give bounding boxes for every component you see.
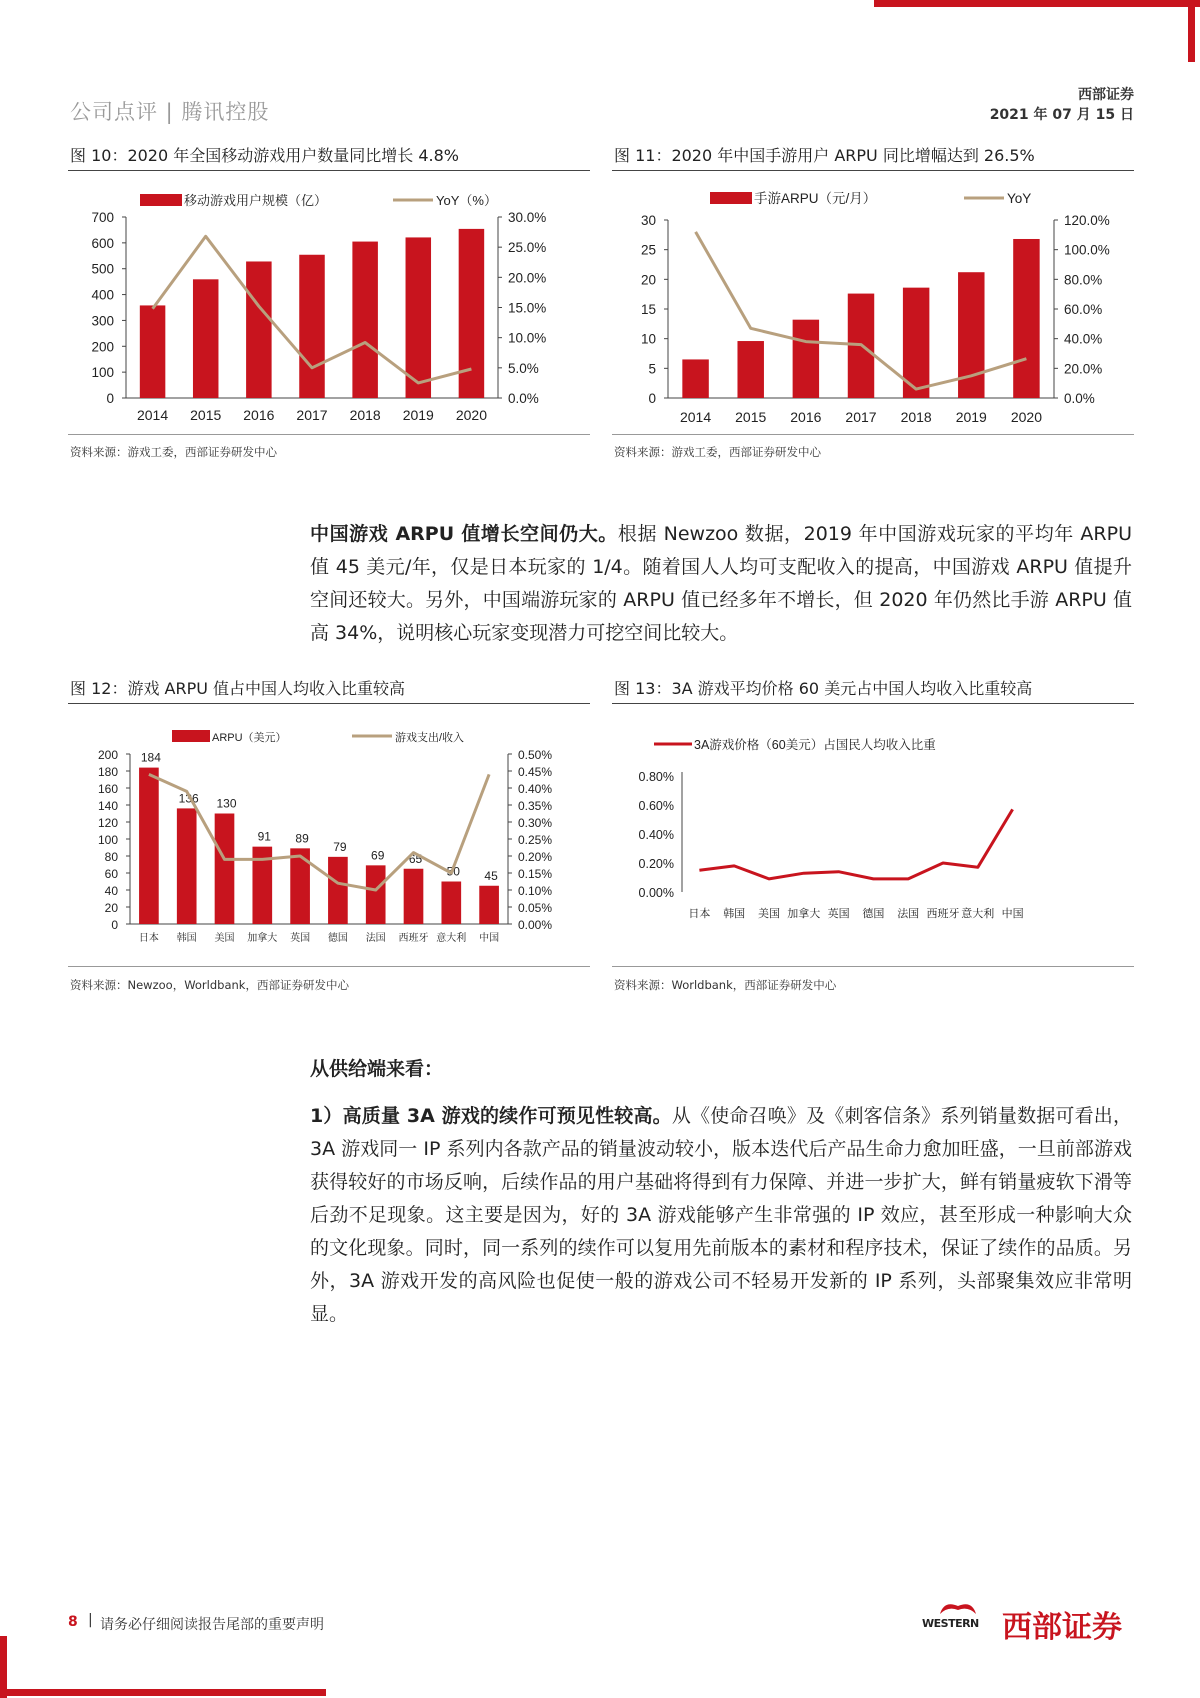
left-tick-label: 0 (648, 391, 656, 406)
category-label: 意大利 (436, 933, 467, 944)
category-label: 2015 (735, 409, 767, 425)
right-tick-label: 0.35% (518, 799, 553, 813)
fig12-top-rule (68, 703, 590, 704)
fig10-bottom-rule (68, 434, 590, 435)
bar-value-label: 69 (371, 848, 385, 863)
bar (352, 242, 378, 398)
bar-value-label: 65 (408, 851, 423, 866)
fig13-title: 图 13：3A 游戏平均价格 60 美元占中国人均收入比重较高 (614, 679, 1033, 698)
left-tick-label: 600 (91, 235, 114, 251)
legend-bar-swatch (140, 194, 182, 206)
bar (215, 814, 235, 925)
y-tick-label: 0.00% (638, 886, 674, 900)
fig10-title: 图 10：2020 年全国移动游戏用户数量同比增长 4.8% (70, 146, 459, 165)
legend-line-label: YoY（%） (436, 193, 497, 208)
category-label: 中国 (479, 933, 500, 944)
legend-bar-label: 手游ARPU（元/月） (754, 191, 877, 206)
category-label: 美国 (214, 933, 235, 944)
fig13-bottom-rule (612, 966, 1134, 967)
left-tick-label: 700 (91, 210, 114, 225)
right-tick-label: 0.10% (518, 884, 553, 898)
left-tick-label: 120 (97, 816, 118, 830)
right-tick-label: 60.0% (1064, 302, 1103, 317)
right-tick-label: 20.0% (508, 270, 547, 286)
category-label: 2019 (402, 407, 434, 423)
right-tick-label: 0.45% (518, 765, 553, 779)
category-label: 加拿大 (247, 933, 278, 944)
left-tick-label: 80 (104, 850, 118, 864)
left-tick-label: 15 (640, 302, 656, 317)
legend-line-label: YoY (1007, 191, 1032, 206)
left-tick-label: 30 (640, 213, 656, 228)
right-tick-label: 25.0% (508, 240, 547, 256)
right-tick-label: 120.0% (1064, 213, 1110, 228)
category-label: 中国 (1001, 908, 1024, 920)
page-number: 8 (68, 1614, 78, 1630)
category-label: 2015 (190, 407, 222, 423)
bottom-left-accent-bar (0, 1689, 326, 1696)
bar (246, 261, 272, 398)
right-tick-label: 0.50% (518, 748, 553, 762)
legend-bar-swatch (710, 192, 752, 204)
category-label: 西班牙 (926, 908, 960, 920)
bar (366, 865, 386, 924)
left-tick-label: 100 (91, 365, 114, 381)
bar (441, 882, 461, 925)
right-tick-label: 0.15% (518, 867, 553, 881)
bull-logo-icon (938, 1598, 978, 1616)
y-tick-label: 0.80% (638, 770, 674, 784)
left-tick-label: 60 (104, 867, 118, 881)
bar (404, 869, 424, 924)
fig12-chart (68, 712, 590, 952)
arpu-paragraph-body: 根据 Newzoo 数据，2019 年中国游戏玩家的平均年 ARPU 值 45 美元/年，仅是日本玩家的 1/4。随着国人人均可支配收入的提高，中国游戏 ARPU 值提升空间还较大。另外，中国端游玩家的 ARPU 值已经多年不增长，但 2020 年仍然比手游 ARPU 值高 34%，说明核心玩家变现潜力可挖空间比较大。 (310, 523, 1133, 644)
aaa-sequel-body: 从《使命召唤》及《刺客信条》系列销量数据可看出，3A 游戏同一 IP 系列内各款产品的销量波动较小，版本迭代后产品生命力愈加旺盛，一旦前部游戏获得较好的市场反响，后续作品的用户基础将得到有力保障、并进一步扩大，鲜有销量疲软下滑等后劲不足现象。这主要是因为，好的 3A 游戏能够产生非常强的 IP 效应，甚至形成一种影响大众的文化现象。同时，同一系列的续作可以复用先前版本的素材和程序技术，保证了续作的品质。另外，3A 游戏开发的高风险也促使一般的游戏公司不轻易开发新的 IP 系列，头部聚集效应非常明显。 (310, 1105, 1132, 1325)
category-label: 2019 (955, 409, 987, 425)
fig11-top-rule (612, 170, 1134, 171)
right-tick-label: 80.0% (1064, 272, 1103, 288)
left-tick-label: 40 (104, 884, 118, 898)
right-tick-label: 5.0% (508, 360, 539, 376)
y-tick-label: 0.40% (638, 828, 674, 842)
bar (737, 341, 763, 398)
left-tick-label: 180 (97, 765, 118, 779)
left-tick-label: 140 (97, 799, 118, 813)
category-label: 2014 (679, 409, 712, 425)
left-tick-label: 400 (91, 287, 114, 303)
category-label: 2016 (243, 407, 275, 423)
fig11-chart (612, 180, 1134, 430)
brand-header: 西部证券 (1078, 87, 1134, 103)
report-date: 2021 年 07 月 15 日 (989, 107, 1134, 123)
left-tick-label: 100 (97, 833, 118, 847)
bar-value-label: 184 (140, 750, 161, 765)
bar-value-label: 130 (216, 796, 237, 811)
bar (479, 886, 499, 924)
right-tick-label: 100.0% (1064, 242, 1110, 258)
left-tick-label: 20 (104, 901, 118, 915)
category-label: 意大利 (961, 908, 995, 920)
bar-value-label: 79 (333, 839, 347, 854)
bar (193, 279, 219, 398)
left-tick-label: 10 (640, 331, 656, 347)
category-label: 德国 (327, 933, 348, 944)
left-tick-label: 300 (91, 313, 114, 329)
bar (177, 808, 197, 924)
bar (793, 320, 819, 398)
legend-line-label: 3A游戏价格（60美元）占国民人均收入比重 (694, 738, 936, 752)
bar (1013, 239, 1039, 398)
report-type-header: 公司点评 | 腾讯控股 (70, 100, 270, 124)
arpu-paragraph (310, 518, 1132, 650)
category-label: 日本 (688, 908, 711, 920)
left-tick-label: 500 (91, 261, 114, 277)
category-label: 2018 (349, 407, 381, 423)
bar-value-label: 45 (484, 868, 498, 883)
fig12-title: 图 12：游戏 ARPU 值占中国人均收入比重较高 (70, 679, 406, 698)
right-tick-label: 0.0% (1064, 391, 1095, 406)
legend-bar-label: 移动游戏用户规模（亿） (184, 193, 328, 208)
left-tick-label: 0 (111, 918, 118, 932)
left-tick-label: 5 (648, 361, 656, 377)
left-tick-label: 20 (640, 272, 656, 288)
logo-chinese: 西部证券 (1002, 1610, 1122, 1645)
right-tick-label: 0.00% (518, 918, 553, 932)
right-tick-label: 0.30% (518, 816, 553, 830)
right-tick-label: 40.0% (1064, 331, 1103, 347)
aaa-sequel-paragraph (310, 1100, 1132, 1331)
yoy-line (149, 774, 489, 890)
left-tick-label: 25 (640, 242, 656, 258)
right-tick-label: 20.0% (1064, 361, 1103, 377)
category-label: 2020 (455, 407, 488, 423)
bar-value-label: 91 (257, 829, 271, 844)
right-tick-label: 0.05% (518, 901, 553, 915)
fig12-bottom-rule (68, 966, 590, 967)
category-label: 2018 (900, 409, 932, 425)
category-label: 2017 (845, 409, 877, 425)
top-right-accent-vertical (1188, 0, 1195, 62)
category-label: 德国 (862, 908, 885, 920)
legend-line-label: 游戏支出/收入 (395, 732, 465, 744)
aaa-sequel-lead: 1）高质量 3A 游戏的续作可预见性较高。 (310, 1105, 672, 1127)
ratio-line (699, 809, 1012, 879)
arpu-paragraph-lead: 中国游戏 ARPU 值增长空间仍大。 (310, 523, 618, 545)
right-tick-label: 0.20% (518, 850, 553, 864)
category-label: 2020 (1010, 409, 1043, 425)
supply-side-heading: 从供给端来看： (310, 1058, 444, 1080)
disclaimer-note: 请务必仔细阅读报告尾部的重要声明 (100, 1617, 324, 1633)
fig10-top-rule (68, 170, 590, 171)
right-tick-label: 0.40% (518, 782, 553, 796)
right-tick-label: 15.0% (508, 300, 547, 316)
category-label: 2014 (136, 407, 169, 423)
fig13-source: 资料来源：Worldbank，西部证券研发中心 (614, 978, 837, 992)
right-tick-label: 30.0% (508, 210, 547, 225)
category-label: 韩国 (176, 933, 197, 944)
bar (140, 305, 166, 398)
left-tick-label: 0 (106, 391, 114, 406)
left-tick-label: 200 (91, 339, 114, 355)
category-label: 2016 (790, 409, 822, 425)
category-label: 西班牙 (398, 933, 429, 944)
right-tick-label: 10.0% (508, 330, 547, 346)
category-label: 加拿大 (787, 908, 821, 920)
left-tick-label: 160 (97, 782, 118, 796)
category-label: 法国 (897, 908, 920, 920)
bar (299, 255, 325, 398)
top-right-accent-bar (874, 0, 1200, 7)
logo-english: WESTERN (922, 1617, 979, 1630)
legend-bar-label: ARPU（美元） (212, 732, 287, 744)
left-tick-label: 200 (97, 748, 118, 762)
bar (406, 237, 432, 398)
category-label: 日本 (138, 933, 159, 944)
fig11-bottom-rule (612, 434, 1134, 435)
fig11-title: 图 11：2020 年中国手游用户 ARPU 同比增幅达到 26.5% (614, 146, 1035, 165)
bar-value-label: 50 (446, 864, 460, 879)
category-label: 美国 (758, 908, 780, 920)
legend-bar-swatch (172, 730, 210, 742)
category-label: 英国 (290, 933, 311, 944)
fig10-source: 资料来源：游戏工委，西部证券研发中心 (70, 445, 277, 459)
fig11-source: 资料来源：游戏工委，西部证券研发中心 (614, 445, 821, 459)
fig12-source: 资料来源：Newzoo，Worldbank，西部证券研发中心 (70, 978, 349, 992)
footer-separator: | (88, 1612, 93, 1628)
bar (328, 857, 348, 924)
bar (139, 768, 159, 924)
right-tick-label: 0.0% (508, 391, 539, 406)
category-label: 2017 (296, 407, 328, 423)
category-label: 英国 (827, 908, 850, 920)
y-tick-label: 0.20% (638, 857, 674, 871)
right-tick-label: 0.25% (518, 833, 553, 847)
fig13-top-rule (612, 703, 1134, 704)
fig10-chart (68, 180, 590, 430)
bar-value-label: 136 (178, 791, 199, 806)
bar-value-label: 89 (295, 831, 309, 846)
y-tick-label: 0.60% (638, 799, 674, 813)
bar (682, 359, 708, 398)
category-label: 韩国 (723, 908, 746, 920)
category-label: 法国 (365, 933, 386, 944)
fig13-chart (612, 712, 1134, 952)
